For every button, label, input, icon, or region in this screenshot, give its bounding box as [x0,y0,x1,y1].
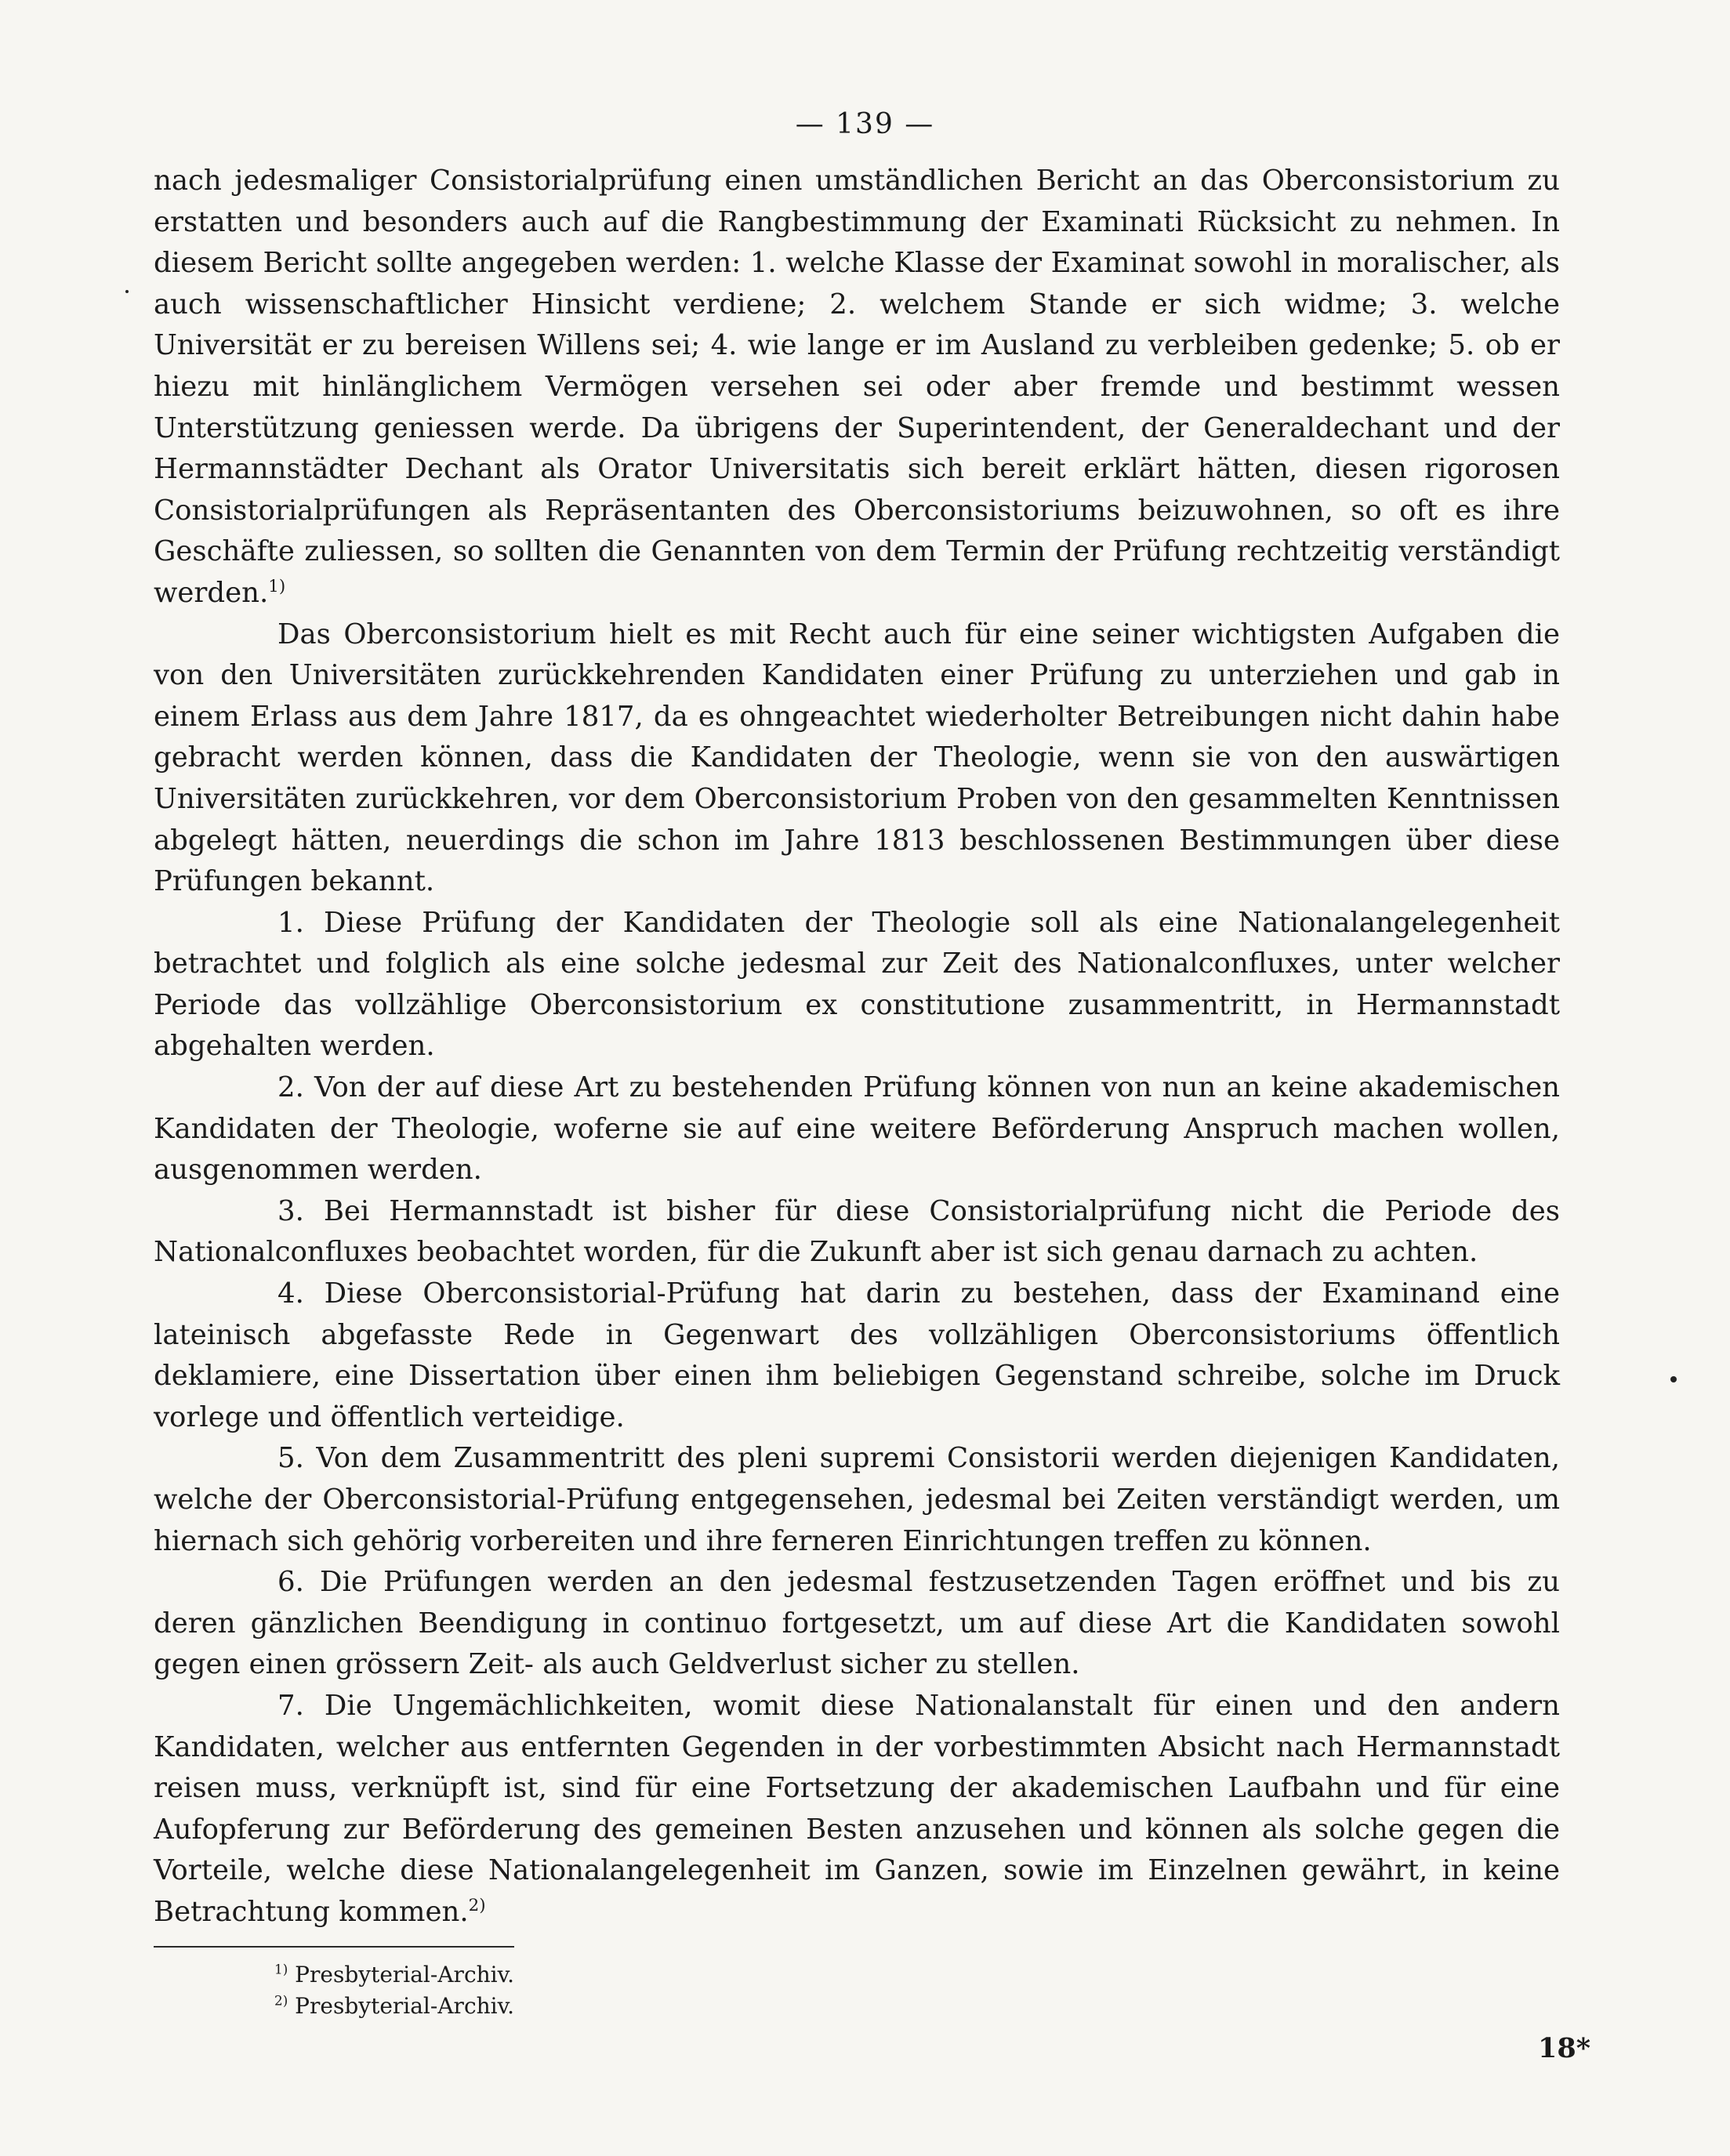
paragraph-7: 5. Von dem Zusammentritt des pleni supremi Consistorii werden diejenigen Kandidaten, welche der Oberconsistorial-Prüfung entgegensehen, jedesmal bei Zeiten verständigt werden, um hiernach sich gehörig vorbereiten und ihre ferneren Einrichtungen treffen zu können. [154,1442,1560,1557]
footnote-mark: 1) [274,1961,288,1977]
ink-speck [125,290,129,293]
paragraph-6: 4. Diese Oberconsistorial-Prüfung hat darin zu bestehen, dass der Examinand eine lateinisch abgefasste Rede in Gegenwart des vollzähligen Oberconsistoriums öffentlich deklamiere, eine Dissertation über einen ihm beliebigen Gegenstand schreibe, solche im Druck vorlege und öffentlich verteidige. [154,1277,1560,1433]
paragraph-1 [154,161,1560,614]
signature-mark: 18* [1537,2032,1590,2064]
ink-speck [1670,1376,1677,1382]
footnote-2 [274,1991,514,2022]
paragraph-8: 6. Die Prüfungen werden an den jedesmal festzusetzenden Tagen eröffnet und bis zu deren gänzlichen Beendigung in continuo fortgesetzt, um auf diese Art die Kandidaten sowohl gegen einen grössern Zeit- als auch Geldverlust sicher zu stellen. [154,1566,1560,1681]
paragraph-text: nach jedesmaliger Consistorialprüfung einen umständlichen Bericht an das Oberconsistorium zu erstatten und besonders auch auf die Rangbestimmung der Examinati Rücksicht zu nehmen. In diesem Bericht sollte angegeben werden: 1. welche Klasse der Examinat sowohl in moralischer, als auch wissenschaftlicher Hinsicht verdiene; 2. welchem Stande er sich widme; 3. welche Universität er zu bereisen Willens sei; 4. wie lange er im Ausland zu verbleiben gedenke; 5. ob er hiezu mit hinlänglichem Vermögen versehen sei oder aber fremde und bestimmt wessen Unterstützung geniessen werde. Da übrigens der Superintendent, der Generaldechant und der Hermannstädter Dechant als Orator Universitatis sich bereit erklärt hätten, diesen rigorosen Consistorialprüfungen als Repräsentanten des Oberconsistoriums beizuwohnen, so oft es ihre Geschäfte zuliessen, so sollten die Genannten von dem Termin der Prüfung rechtzeitig verständigt werden. [154,165,1560,609]
paragraph-3: 1. Diese Prüfung der Kandidaten der Theologie soll als eine Nationalangelegenheit betrachtet und folglich als eine solche jedesmal zur Zeit des Nationalconfluxes, unter welcher Periode das vollzählige Oberconsistorium ex constitutione zusammentritt, in Hermannstadt abgehalten werden. [154,906,1560,1063]
footnotes [274,1959,514,2022]
paragraph-5: 3. Bei Hermannstadt ist bisher für diese Consistorialprüfung nicht die Periode des Nationalconfluxes beobachtet worden, für die Zukunft aber ist sich genau darnach zu achten. [154,1194,1560,1269]
page-number: — 139 — [795,108,935,140]
paragraph-9 [154,1686,1560,1933]
footnote-mark: 2) [274,1992,288,2009]
footnote-text: Presbyterial-Archiv. [295,1962,515,1988]
footnote-divider [154,1946,514,1948]
footnote-text: Presbyterial-Archiv. [295,1993,515,2019]
footnote-ref: 1) [268,577,286,597]
paragraph-2: Das Oberconsistorium hielt es mit Recht auch für eine seiner wichtigsten Aufgaben die von den Universitäten zurückkehrenden Kandidaten einer Prüfung zu unterziehen und gab in einem Erlass aus dem Jahre 1817, da es ohngeachtet wiederholter Betreibungen nicht dahin habe gebracht werden können, dass die Kandidaten der Theologie, wenn sie von den auswärtigen Universitäten zurückkehren, vor dem Oberconsistorium Proben von den gesammelten Kenntnissen abgelegt hätten, neuerdings die schon im Jahre 1813 beschlossenen Bestimmungen über diese Prüfungen bekannt. [154,618,1560,898]
paragraph-text: 7. Die Ungemächlichkeiten, womit diese Nationalanstalt für einen und den andern Kandidaten, welcher aus entfernten Gegenden in der vorbestimmten Absicht nach Hermannstadt reisen muss, verknüpft ist, sind für eine Fortsetzung der akademischen Laufbahn und für eine Aufopferung zur Beförderung des gemeinen Besten anzusehen und können als solche gegen die Vorteile, welche diese Nationalangelegenheit im Ganzen, sowie im Einzelnen gewährt, in keine Betrachtung kommen. [154,1689,1560,1928]
footnote-ref: 2) [468,1896,486,1916]
footnote-1 [274,1959,514,1991]
paragraph-4: 2. Von der auf diese Art zu bestehenden Prüfung können von nun an keine akademischen Kandidaten der Theologie, woferne sie auf eine weitere Beförderung Anspruch machen wollen, ausgenommen werden. [154,1071,1560,1187]
body-text [154,161,1560,1933]
